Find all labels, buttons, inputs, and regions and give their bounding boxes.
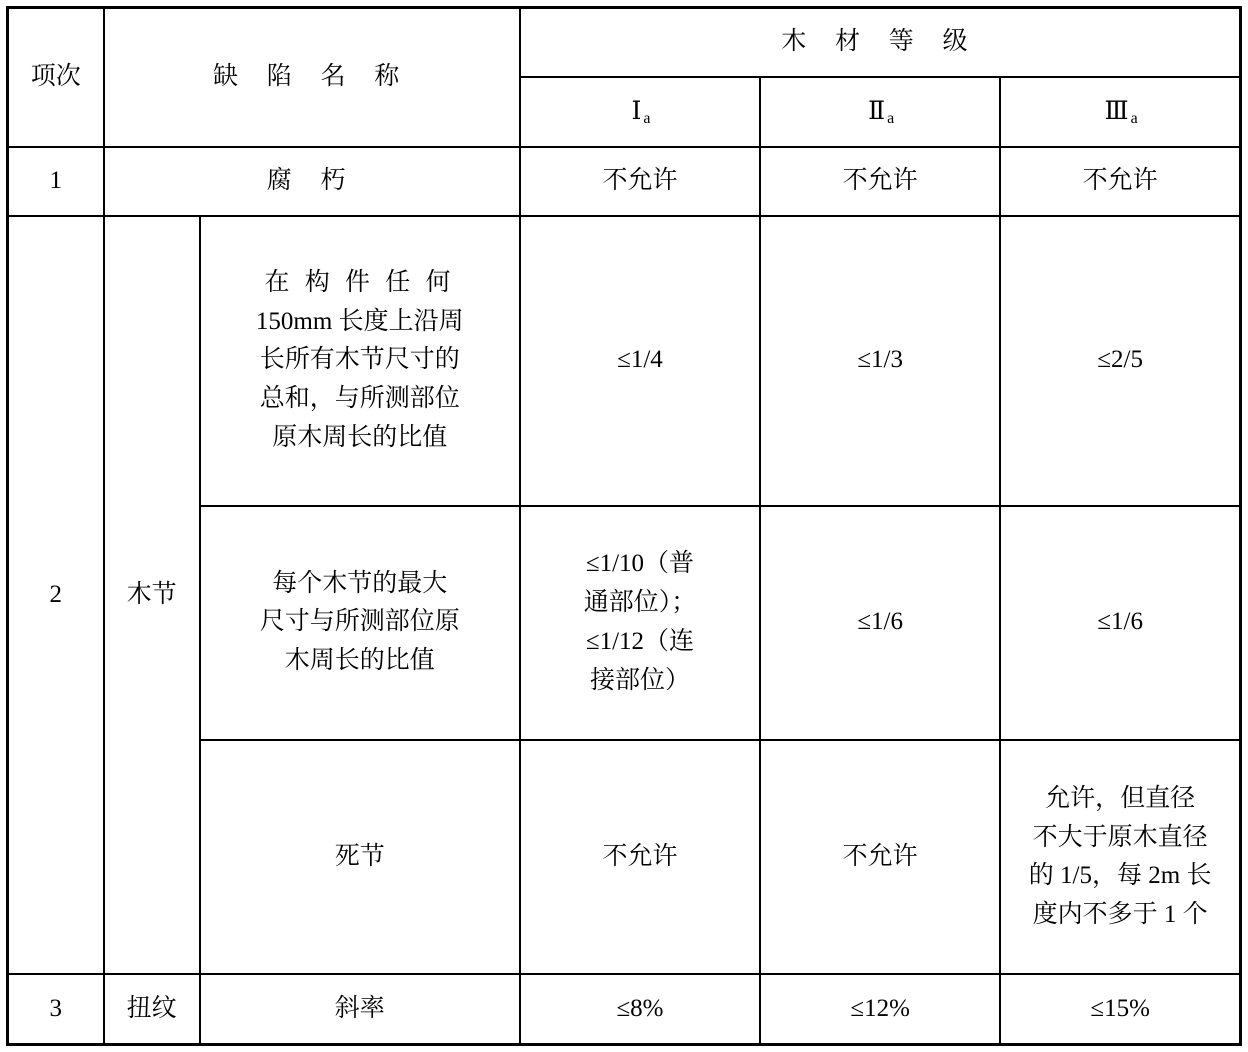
row2b-grade1-line-2: 通部位）； xyxy=(583,589,697,617)
row2c-description: 死节 xyxy=(200,740,520,974)
row2c-grade3-line-4: 度内不多于 1 个 xyxy=(1032,901,1208,928)
row2c-grade2-value: 不允许 xyxy=(760,740,1000,974)
row1-grade1-value: 不允许 xyxy=(520,147,760,216)
row2b-grade1-line-4: 接部位） xyxy=(589,666,690,694)
row2b-desc-line-1: 每个木节的最大 xyxy=(272,569,448,597)
row2a-grade2-value: ≤1/3 xyxy=(760,216,1000,506)
row2c-grade1-value: 不允许 xyxy=(520,740,760,974)
table-row xyxy=(8,147,1241,216)
table-row xyxy=(8,974,1241,1044)
row2a-desc-line-3: 长所有木节尺寸的 xyxy=(259,346,460,374)
header-timber-grade: 木 材 等 级 xyxy=(520,8,1241,78)
row2a-desc-line-5: 原木周长的比值 xyxy=(272,423,448,451)
table-header-row-1 xyxy=(8,8,1241,78)
row2-item-no: 2 xyxy=(8,216,104,974)
row1-grade2-value: 不允许 xyxy=(760,147,1000,216)
header-item-no: 项次 xyxy=(8,8,104,147)
row2b-grade3-value: ≤1/6 xyxy=(1000,506,1240,740)
row2c-grade3-line-2: 不大于原木直径 xyxy=(1032,823,1208,851)
timber-defect-grade-table xyxy=(6,6,1242,1046)
row2a-desc-line-1: 在 构 件 任 何 xyxy=(264,268,456,296)
table-row xyxy=(8,216,1241,506)
row2b-grade1-line-1: ≤1/10（普 xyxy=(585,550,695,578)
row2b-grade1-value xyxy=(520,506,760,740)
header-defect-name: 缺 陷 名 称 xyxy=(104,8,520,147)
row2b-desc-line-3: 木周长的比值 xyxy=(284,647,435,675)
row3-grade1-value: ≤8% xyxy=(520,974,760,1044)
header-grade-3: Ⅲ $_a$ xyxy=(1000,77,1240,146)
row2c-grade3-line-1: 允许，但直径 xyxy=(1045,784,1196,812)
row2c-grade3-line-3: 的 1/5，每 2m 长 xyxy=(1028,862,1212,890)
row2-defect-name: 木节 xyxy=(104,216,200,974)
row2b-grade2-value: ≤1/6 xyxy=(760,506,1000,740)
row2a-grade1-value: ≤1/4 xyxy=(520,216,760,506)
row3-grade2-value: ≤12% xyxy=(760,974,1000,1044)
row1-item-no: 1 xyxy=(8,147,104,216)
header-grade-2: Ⅱ $_a$ xyxy=(760,77,1000,146)
row2a-description xyxy=(200,216,520,506)
row2a-desc-line-4: 总和，与所测部位 xyxy=(259,385,460,413)
header-grade-1: Ⅰ $_a$ xyxy=(520,77,760,146)
row3-item-no: 3 xyxy=(8,974,104,1044)
row2b-description xyxy=(200,506,520,740)
row3-grade3-value: ≤15% xyxy=(1000,974,1240,1044)
row2c-grade3-value xyxy=(1000,740,1240,974)
row3-description: 斜率 xyxy=(200,974,520,1044)
row2b-grade1-line-3: ≤1/12（连 xyxy=(585,627,695,655)
row3-defect-name: 扭纹 xyxy=(104,974,200,1044)
row2a-desc-line-2: 150mm 长度上沿周 xyxy=(255,307,464,335)
row2a-grade3-value: ≤2/5 xyxy=(1000,216,1240,506)
row1-grade3-value: 不允许 xyxy=(1000,147,1240,216)
row1-defect-name: 腐 朽 xyxy=(104,147,520,216)
row2b-desc-line-2: 尺寸与所测部位原 xyxy=(259,608,460,636)
